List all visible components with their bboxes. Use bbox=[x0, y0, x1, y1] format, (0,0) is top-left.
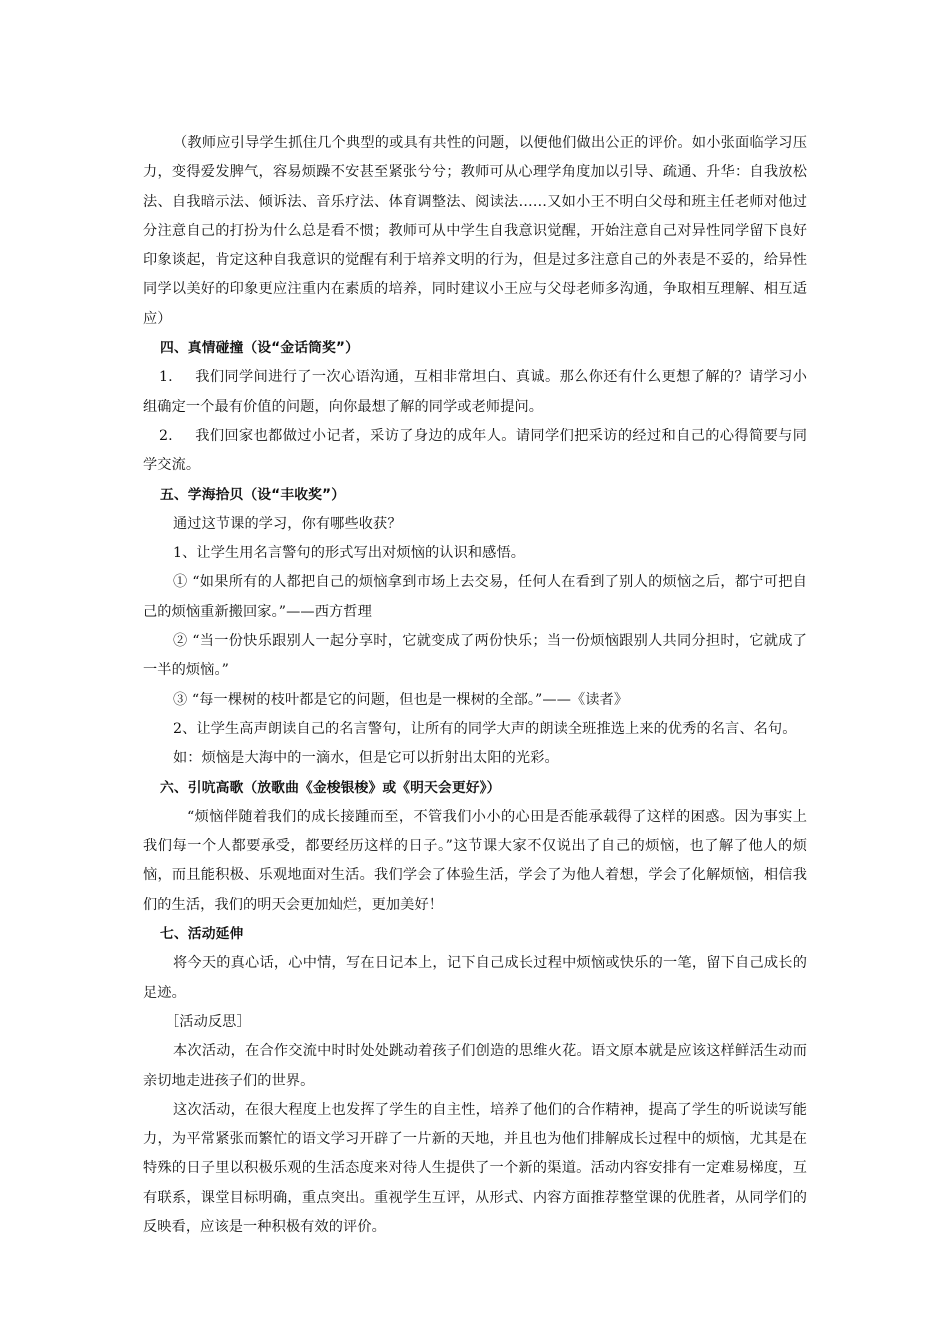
reflection-heading: ［活动反思］ bbox=[165, 1013, 251, 1030]
document-body bbox=[143, 129, 807, 1242]
section-5-example: 如：烦恼是大海中的一滴水，但是它可以折射出太阳的光彩。 bbox=[173, 750, 559, 767]
section-4-item-2 bbox=[143, 422, 807, 481]
section-5-heading: 五、学海拾贝（设“丰收奖”） bbox=[160, 486, 346, 503]
reflection-paragraph-2: 这次活动，在很大程度上也发挥了学生的自主性，培养了他们的合作精神，提高了学生的听说读写能力，为平常紧张而繁忙的语文学习开辟了一片新的天地，并且也为他们排解成长过程中的烦恼，尤其是在特殊的日子里以积极乐观的生活态度来对待人生提供了一个新的渠道。活动内容安排有一定难易梯度，互有联系，课堂目标明确，重点突出。重视学生互评，从形式、内容方面推荐整堂课的优胜者，从同学们的反映看，应该是一种积极有效的评价。 bbox=[143, 1101, 807, 1235]
item-text: 我们同学间进行了一次心语沟通，互相非常坦白、真诚。那么你还有什么更想了解的？请学习小组确定一个最有价值的问题，向你最想了解的同学或老师提问。 bbox=[143, 369, 807, 415]
section-6-heading: 六、引吭高歌（放歌曲《金梭银梭》或《明天会更好》） bbox=[160, 779, 501, 796]
section-7-text: 将今天的真心话，心中情，写在日记本上，记下自己成长过程中烦恼或快乐的一笔，留下自己成长的足迹。 bbox=[143, 955, 807, 1001]
quote-3: ③ “每一棵树的枝叶都是它的问题，但也是一棵树的全部。”——《读者》 bbox=[173, 691, 629, 708]
item-number: 1. bbox=[159, 369, 173, 386]
section-5-point-2: 2、让学生高声朗读自己的名言警句，让所有的同学大声的朗读全班推选上来的优秀的名言、名句。 bbox=[173, 720, 797, 737]
section-6-text: “烦恼伴随着我们的成长接踵而至，不管我们小小的心田是否能承载得了这样的困惑。因为事实上我们每一个人都要承受，都要经历这样的日子。”这节课大家不仅说出了自己的烦恼，也了解了他人的烦恼，而且能积极、乐观地面对生活。我们学会了体验生活，学会了为他人着想，学会了化解烦恼，相信我们的生活，我们的明天会更加灿烂，更加美好！ bbox=[143, 808, 807, 913]
section-7-heading: 七、活动延伸 bbox=[160, 926, 244, 943]
section-5-question: 通过这节课的学习，你有哪些收获？ bbox=[173, 515, 402, 532]
item-text: 我们回家也都做过小记者，采访了身边的成年人。请同学们把采访的经过和自己的心得简要与同学交流。 bbox=[143, 427, 807, 474]
section-5-point-1: 1、让学生用名言警句的形式写出对烦恼的认识和感悟。 bbox=[173, 545, 526, 562]
section-4-item-1 bbox=[143, 363, 807, 422]
reflection-paragraph-1: 本次活动，在合作交流中时时处处跳动着孩子们创造的思维火花。语文原本就是应该这样鲜活生动而亲切地走进孩子们的世界。 bbox=[143, 1043, 807, 1089]
item-number: 2. bbox=[159, 427, 173, 444]
intro-paragraph: （教师应引导学生抓住几个典型的或具有共性的问题，以便他们做出公正的评价。如小张面临学习压力，变得爱发脾气，容易烦躁不安甚至紧张兮兮；教师可从心理学角度加以引导、疏通、升华：自我放松法、自我暗示法、倾诉法、音乐疗法、体育调整法、阅读法……又如小王不明白父母和班主任老师对他过分注意自己的打扮为什么总是看不惯；教师可从中学生自我意识觉醒，开始注意自己对异性同学留下良好印象谈起，肯定这种自我意识的觉醒有利于培养文明的行为，但是过多注意自己的外表是不妥的，给异性同学以美好的印象更应注重内在素质的培养，同时建议小王应与父母老师多沟通，争取相互理解、相互适应） bbox=[143, 135, 807, 327]
quote-1: ① “如果所有的人都把自己的烦恼拿到市场上去交易，任何人在看到了别人的烦恼之后，都宁可把自己的烦恼重新搬回家。”——西方哲理 bbox=[143, 574, 807, 620]
quote-2: ② “当一份快乐跟别人一起分享时，它就变成了两份快乐；当一份烦恼跟别人共同分担时，它就成了一半的烦恼。” bbox=[143, 633, 807, 679]
section-4-heading: 四、真情碰撞（设“金话筒奖”） bbox=[160, 340, 359, 357]
